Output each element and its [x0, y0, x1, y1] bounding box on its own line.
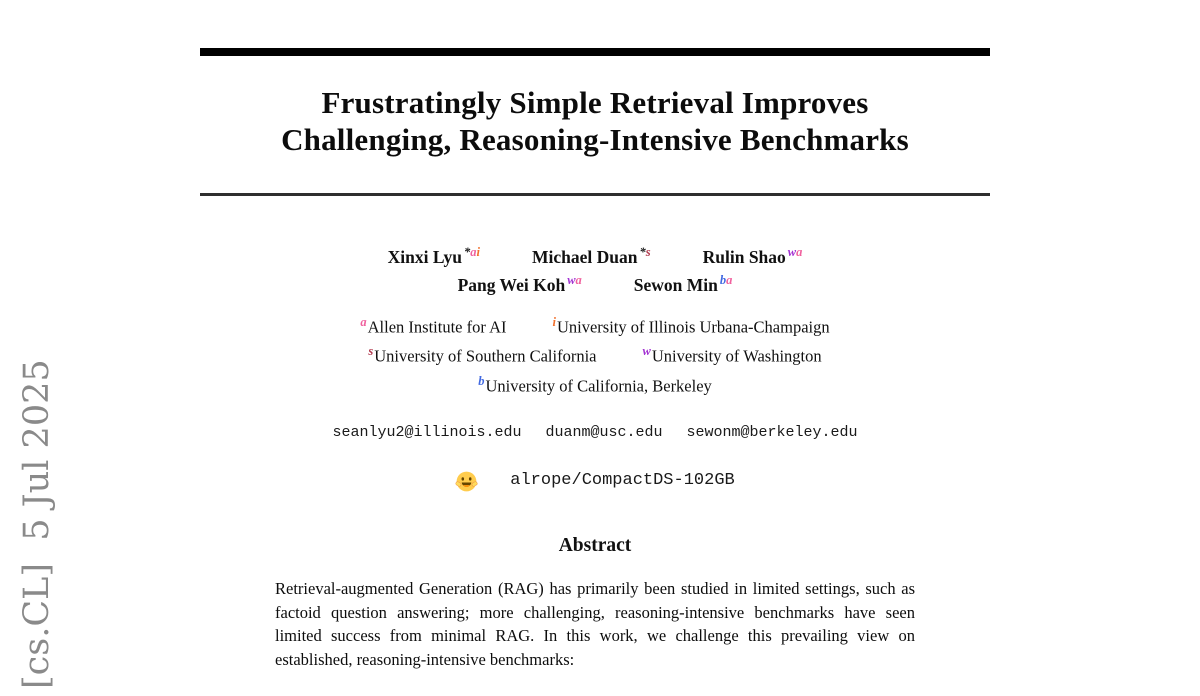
affiliation	[360, 310, 506, 340]
dataset-id[interactable]: alrope/CompactDS-102GB	[510, 471, 735, 490]
affiliation-row	[200, 310, 990, 340]
author-name: Rulin Shao	[702, 246, 786, 267]
affiliation-marker: b	[478, 373, 485, 388]
author	[458, 274, 582, 296]
author	[532, 246, 651, 268]
affiliation-row	[200, 339, 990, 369]
affiliation	[478, 369, 712, 399]
huggingface-icon	[455, 470, 478, 493]
affiliation-marker: a	[726, 272, 733, 287]
affiliation-marker: s	[645, 244, 651, 259]
affiliation-marker: w	[787, 244, 797, 259]
arxiv-stamp: [cs.CL] 5 Jul 2025	[17, 359, 57, 689]
author-row	[200, 274, 990, 296]
affiliation-marker: *	[639, 244, 646, 259]
affiliation-row	[200, 369, 990, 399]
author-superscripts	[464, 244, 480, 260]
author-superscripts	[640, 244, 651, 260]
affiliation-marker: a	[575, 272, 582, 287]
author-name: Pang Wei Koh	[457, 274, 566, 295]
author-name: Sewon Min	[633, 274, 718, 295]
abstract-heading: Abstract	[558, 535, 632, 556]
affiliation-marker: *	[464, 244, 471, 259]
author-superscripts	[567, 272, 582, 288]
affiliation	[552, 310, 829, 340]
author-superscripts	[788, 244, 803, 260]
title-bottom-rule	[200, 193, 990, 196]
author	[388, 246, 480, 268]
author-block	[200, 246, 990, 296]
paper-title	[200, 84, 990, 158]
affiliation-marker: i	[476, 244, 480, 259]
paper-title-line1: Frustratingly Simple Retrieval Improves	[321, 85, 869, 120]
paper-title-line2: Challenging, Reasoning-Intensive Benchmarks	[281, 122, 909, 157]
author-email: sewonm@berkeley.edu	[686, 424, 858, 441]
author	[703, 246, 803, 268]
affiliation-marker: a	[360, 314, 367, 329]
affiliation-marker: a	[796, 244, 803, 259]
author	[634, 274, 733, 296]
affiliation-name: University of Washington	[651, 346, 822, 366]
affiliation	[368, 339, 596, 369]
author-superscripts	[720, 272, 733, 288]
affiliation-marker: s	[368, 344, 374, 358]
affiliation-name: Allen Institute for AI	[367, 317, 507, 336]
author-name: Xinxi Lyu	[387, 246, 463, 267]
email-line	[200, 424, 990, 442]
affiliation-name: University of California, Berkeley	[485, 376, 712, 395]
affiliation-name: University of Southern California	[374, 346, 597, 366]
affiliation-marker: a	[470, 244, 477, 259]
title-top-rule	[200, 48, 990, 56]
author-name: Michael Duan	[532, 246, 638, 267]
author-email: duanm@usc.edu	[545, 424, 663, 441]
abstract-text: Retrieval-augmented Generation (RAG) has primarily been studied in limited settings, such as factoid question answering; more challenging, reasoning-intensive benchmarks have seen limited success from minimal RAG. In this work, we challenge this prevailing view on established, reasoning-intensive benchmarks:	[275, 579, 915, 669]
affiliation-block	[200, 310, 990, 399]
affiliation	[643, 339, 822, 369]
author-row	[200, 246, 990, 268]
dataset-link-line	[200, 469, 990, 493]
affiliation-name: University of Illinois Urbana-Champaign	[556, 317, 830, 336]
affiliation-marker: w	[567, 272, 576, 287]
affiliation-marker: w	[642, 344, 651, 358]
affiliation-marker: i	[552, 314, 556, 329]
paper-page	[200, 48, 990, 671]
author-email: seanlyu2@illinois.edu	[332, 424, 522, 441]
affiliation-marker: b	[719, 272, 727, 287]
